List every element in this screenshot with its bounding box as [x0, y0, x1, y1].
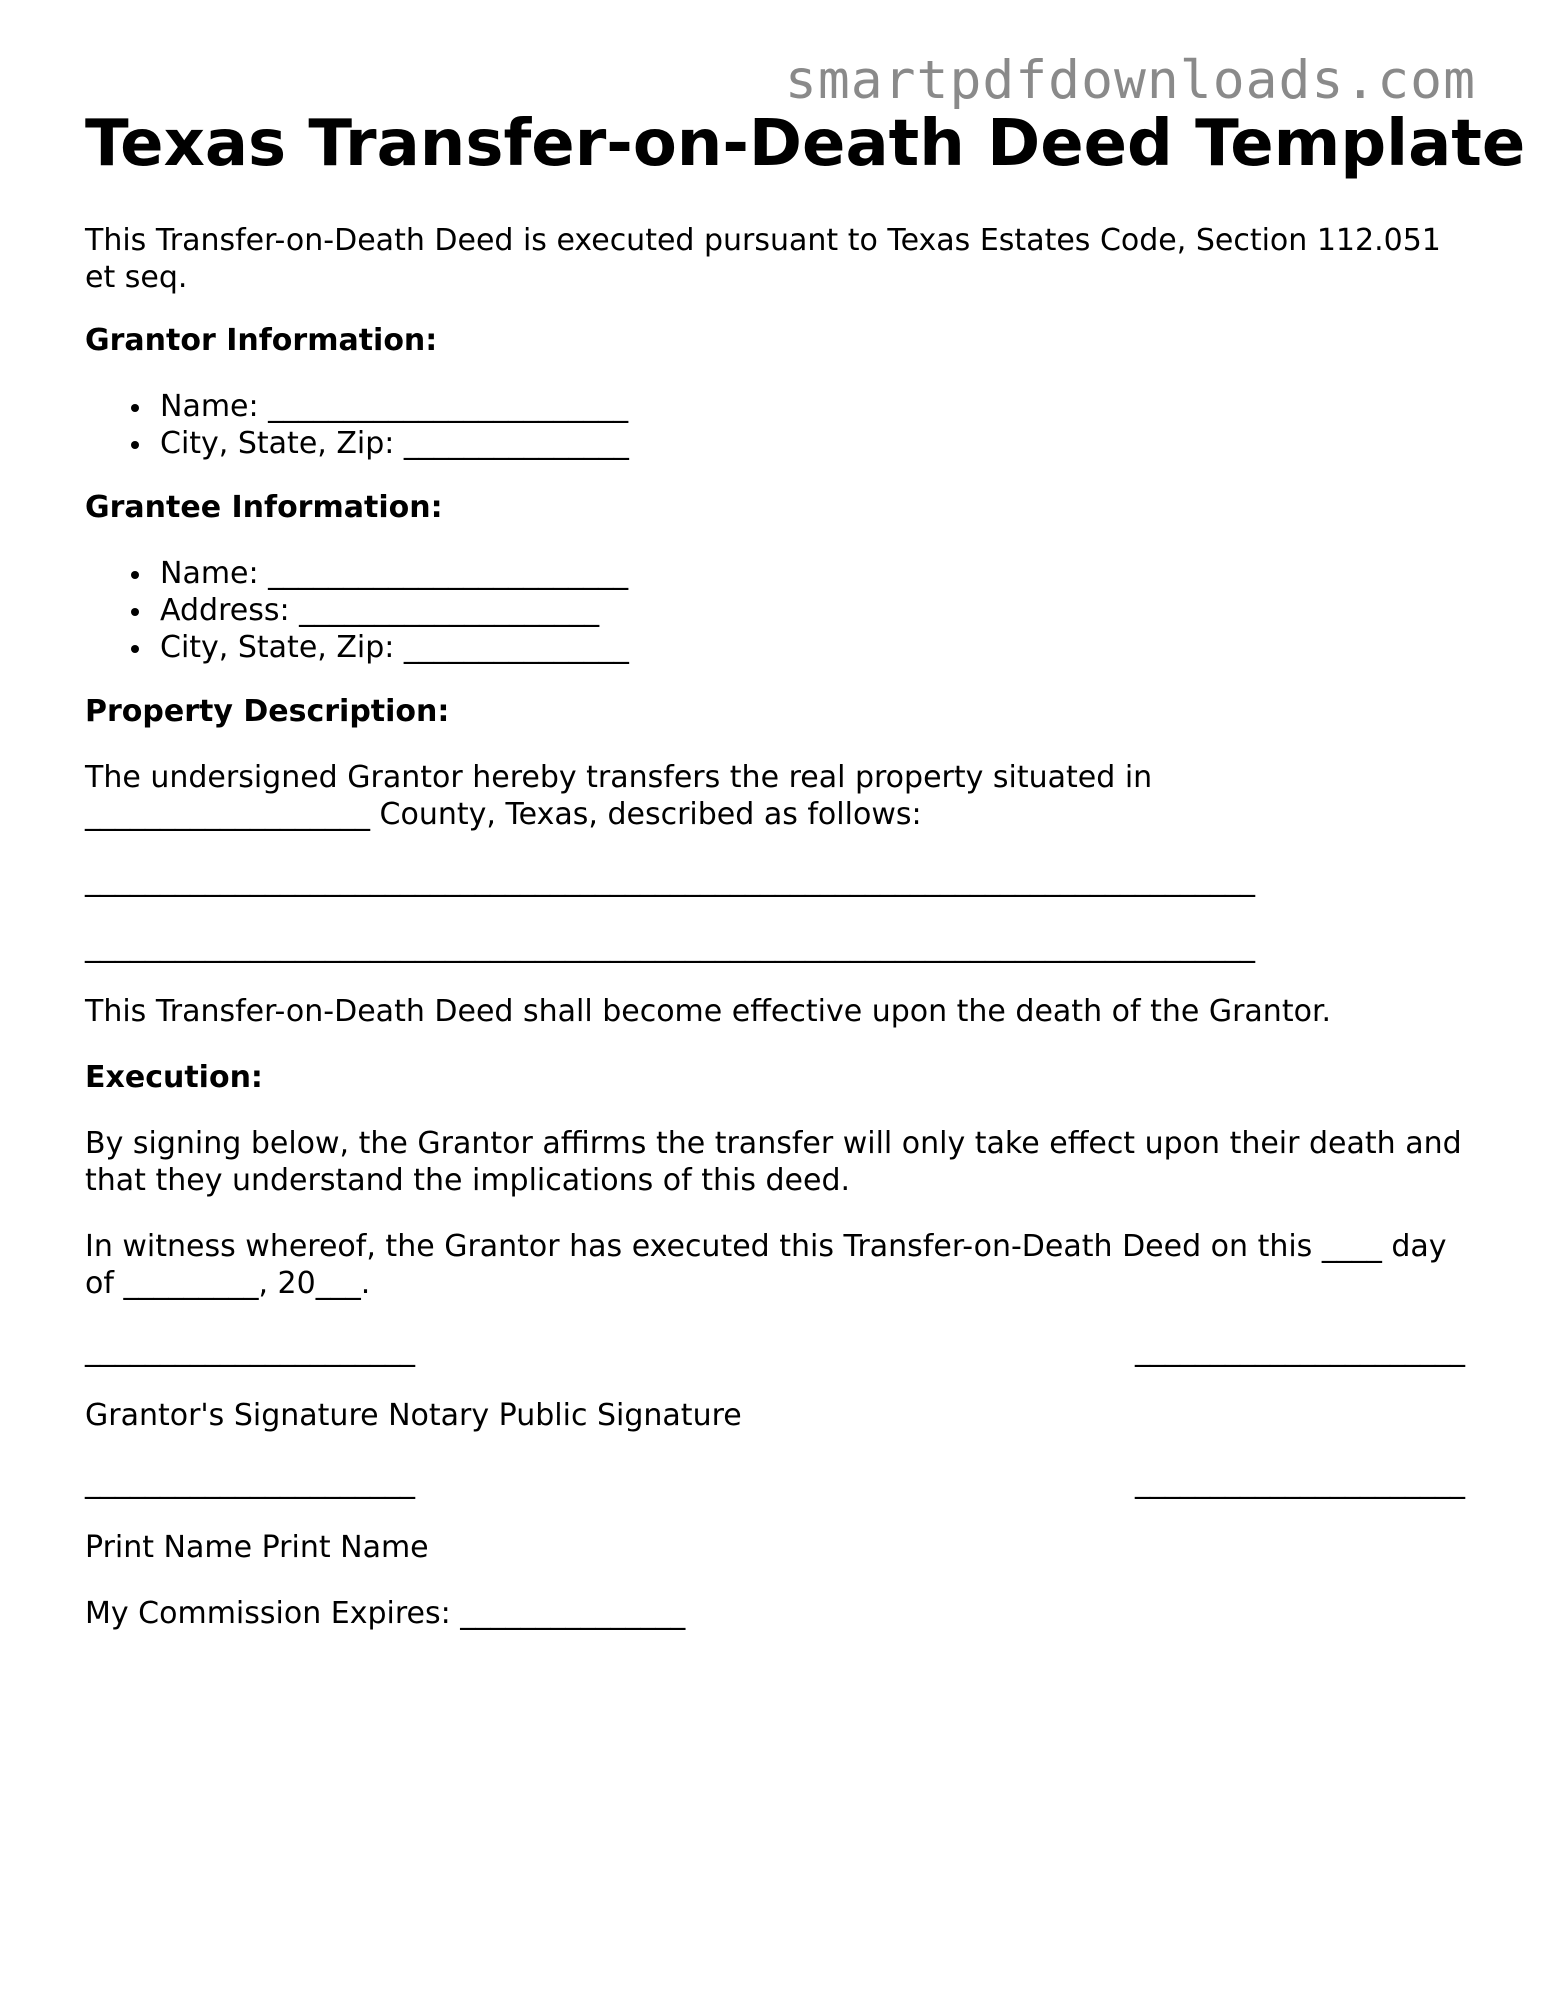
grantor-signature-line: ______________________ [85, 1333, 415, 1368]
execution-affirm-paragraph: By signing below, the Grantor affirms the transfer will only take effect upon their death and that they understand the implications of this deed. [85, 1126, 1462, 1198]
watermark: smartpdfdownloads.com [784, 50, 1476, 111]
intro-paragraph: This Transfer-on-Death Deed is executed pursuant to Texas Estates Code, Section 112.051 et seq. [85, 223, 1441, 295]
grantee-city-state-zip-field: City, State, Zip: _______________ [160, 630, 629, 665]
witness-line-1: In witness whereof, the Grantor has executed this Transfer-on-Death Deed on this ____ day [85, 1229, 1447, 1264]
property-heading: Property Description: [85, 694, 450, 729]
page-title: Texas Transfer-on-Death Deed Template [85, 107, 1526, 181]
notary-print-name-line: ______________________ [1135, 1465, 1465, 1500]
signature-labels: Grantor's Signature Notary Public Signature [85, 1398, 742, 1433]
grantor-fields [85, 388, 629, 462]
print-name-labels: Print Name Print Name [85, 1530, 429, 1565]
grantee-name-field: Name: ________________________ [160, 556, 629, 591]
property-blank-line-2: ______________________________________________________________________________ [85, 929, 1255, 964]
effective-statement: This Transfer-on-Death Deed shall become effective upon the death of the Grantor. [85, 994, 1332, 1029]
witness-line-2: of _________, 20___. [85, 1266, 371, 1301]
property-text-line-1: The undersigned Grantor hereby transfers the real property situated in [85, 760, 1153, 795]
property-text-line-2: ___________________ County, Texas, described as follows: [85, 797, 922, 832]
execution-heading: Execution: [85, 1060, 263, 1095]
property-blank-line-1: ______________________________________________________________________________ [85, 863, 1255, 898]
grantor-heading: Grantor Information: [85, 323, 438, 358]
notary-signature-line: ______________________ [1135, 1333, 1465, 1368]
grantor-name-field: Name: ________________________ [160, 389, 629, 424]
grantee-fields [85, 555, 629, 666]
grantee-heading: Grantee Information: [85, 490, 443, 525]
grantor-print-name-line: ______________________ [85, 1465, 415, 1500]
grantee-address-field: Address: ____________________ [160, 592, 629, 629]
grantor-city-state-zip-field: City, State, Zip: _______________ [160, 426, 629, 461]
commission-expires-field: My Commission Expires: _______________ [85, 1596, 686, 1631]
